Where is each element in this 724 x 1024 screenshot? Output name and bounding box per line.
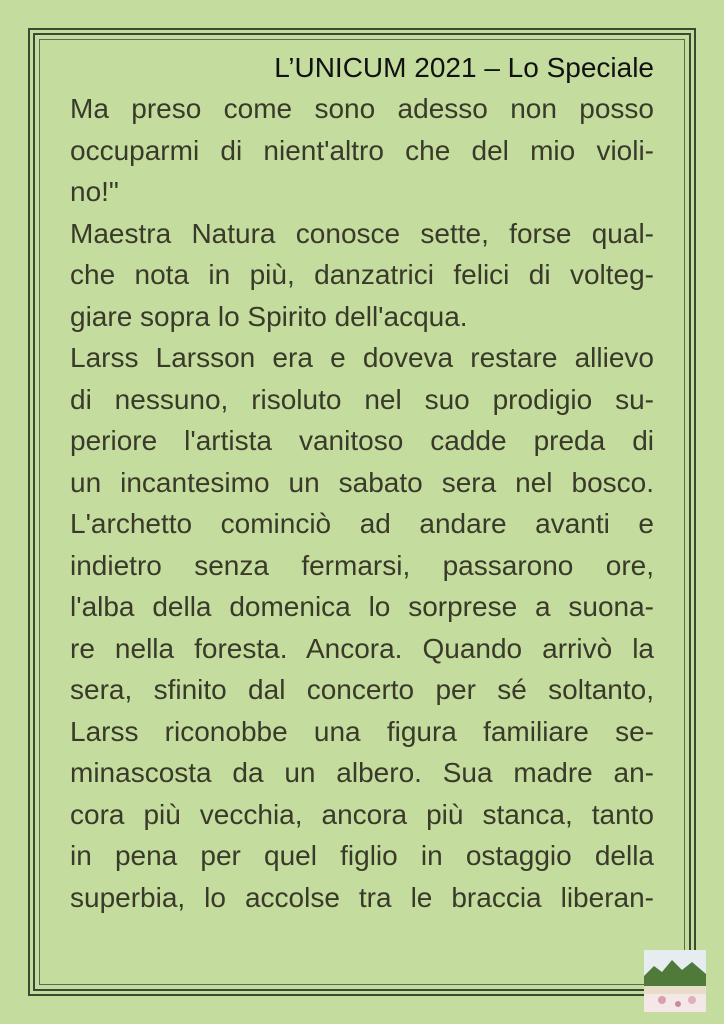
text-line: Ma preso come sono adesso non posso bbox=[70, 93, 654, 124]
text-line: L'archetto cominciò ad andare avanti e bbox=[70, 508, 654, 539]
text-line: giare sopra lo Spirito dell'acqua. bbox=[70, 300, 468, 332]
text-line: Larss Larsson era e doveva restare allievo bbox=[70, 342, 654, 373]
text-line: periore l'artista vanitoso cadde preda di bbox=[70, 425, 654, 456]
text-line: in pena per quel figlio in ostaggio della bbox=[70, 840, 654, 871]
body-text bbox=[70, 88, 654, 918]
text-line: superbia, lo accolse tra le braccia liberan- bbox=[70, 881, 654, 913]
text-line: sera, sfinito dal concerto per sé soltanto, bbox=[70, 674, 654, 705]
text-line: no!" bbox=[70, 176, 119, 207]
text-line: l'alba della domenica lo sorprese a suona- bbox=[70, 591, 654, 622]
text-line: re nella foresta. Ancora. Quando arrivò la bbox=[70, 632, 654, 664]
text-line: Larss riconobbe una figura familiare se- bbox=[70, 715, 654, 747]
text-line: indietro senza fermarsi, passarono ore, bbox=[70, 549, 654, 581]
text-line: occuparmi di nient'altro che del mio violi- bbox=[70, 134, 654, 166]
text-line: cora più vecchia, ancora più stanca, tanto bbox=[70, 798, 654, 830]
text-line: un incantesimo un sabato sera nel bosco. bbox=[70, 466, 654, 498]
landscape-thumbnail-icon bbox=[644, 950, 706, 1012]
text-line: minascosta da un albero. Sua madre an- bbox=[70, 757, 654, 788]
text-line: che nota in più, danzatrici felici di volteg- bbox=[70, 259, 654, 290]
page-header-title: L’UNICUM 2021 – Lo Speciale bbox=[274, 52, 654, 83]
text-line: Maestra Natura conosce sette, forse qual- bbox=[70, 217, 654, 249]
text-line: di nessuno, risoluto nel suo prodigio su- bbox=[70, 383, 654, 415]
